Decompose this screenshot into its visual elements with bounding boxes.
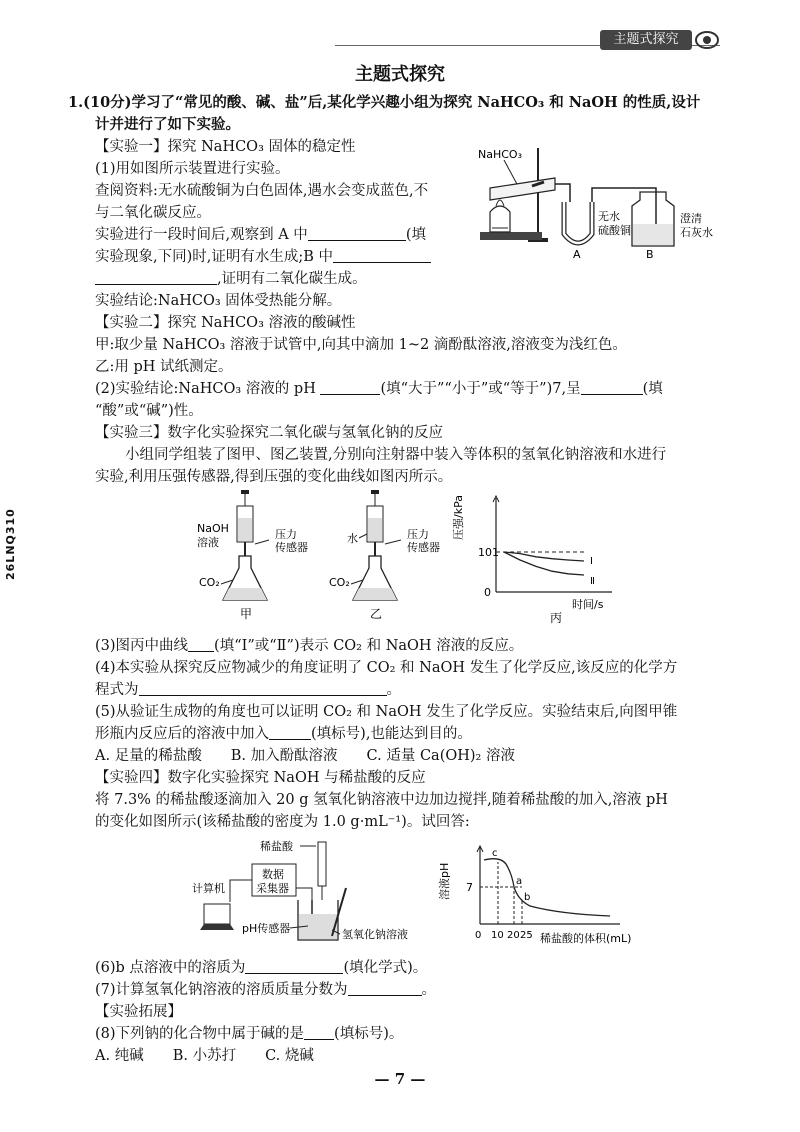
exp2-yi: 乙:用 pH 试纸测定。	[95, 359, 233, 375]
svg-text:计算机: 计算机	[192, 882, 225, 895]
fig1-nahco3-label: NaHCO₃	[478, 148, 522, 161]
exp2-q2-line-1: (2)实验结论:NaHCO₃ 溶液的 pH (填“大于”“小于”或“等于”)7,呈 (填	[95, 381, 663, 397]
exp3-q5-line-1: (5)从验证生成物的角度也可以证明 CO₂ 和 NaOH 发生了化学反应。实验结束后,向图甲锥	[95, 704, 678, 720]
point-a-label: a	[516, 876, 523, 887]
exp1-observe-line: 实验进行一段时间后,观察到 A 中 (填	[95, 227, 426, 243]
exp4-q6: (6)b 点溶液中的溶质为 (填化学式)。	[95, 960, 428, 976]
svg-text:传感器: 传感器	[275, 541, 308, 554]
exp3-intro-2: 实验,利用压强传感器,得到压强的变化曲线如图丙所示。	[95, 469, 453, 485]
exp1-heading: 【实验一】探究 NaHCO₃ 固体的稳定性	[95, 139, 356, 155]
answer-blank-acidity[interactable]	[581, 380, 643, 395]
exp3-heading: 【实验三】数字化实验探究二氧化碳与氢氧化钠的反应	[95, 425, 443, 441]
ph-xlabel: 稀盐酸的体积(mL)	[540, 932, 632, 945]
page-title: 主题式探究	[355, 64, 445, 85]
ph-ylabel: 溶液pH	[438, 862, 451, 900]
exp3-q4-line-1: (4)本实验从探究反应物减少的角度证明了 CO₂ 和 NaOH 发生了化学反应,该反应的化学方	[95, 660, 678, 676]
fig1-label-b: B	[646, 248, 654, 261]
exp2-heading: 【实验二】探究 NaHCO₃ 溶液的酸碱性	[95, 315, 356, 331]
series-II-label: Ⅱ	[590, 576, 595, 587]
svg-text:CO₂: CO₂	[329, 576, 350, 589]
exp4-intro-2: 的变化如图所示(该稀盐酸的密度为 1.0 g·mL⁻¹)。试回答:	[95, 814, 470, 830]
ph-xtick-20: 20	[507, 930, 520, 941]
svg-text:采集器: 采集器	[256, 882, 289, 895]
svg-text:水: 水	[347, 532, 358, 545]
header-tag: 主题式探究	[600, 30, 692, 50]
question-stem-line-1: 1.(10分)学习了“常见的酸、碱、盐”后,某化学兴趣小组为探究 NaHCO₃ 和 NaOH 的性质,设计	[68, 94, 701, 111]
ph-xtick-10: 10	[491, 930, 504, 941]
exp3-intro-1: 小组同学组装了图甲、图乙装置,分别向注射器中装入等体积的氢氧化钠溶液和水进行	[125, 447, 667, 463]
fig1-cuso4-label-2: 硫酸铜	[598, 224, 631, 237]
figure-syringe-flasks	[195, 488, 465, 628]
answer-blank-curve[interactable]	[188, 637, 214, 652]
ph-xtick-25: 25	[520, 930, 533, 941]
pressure-curve-I	[504, 552, 584, 561]
exp3-q3: (3)图丙中曲线 (填“Ⅰ”或“Ⅱ”)表示 CO₂ 和 NaOH 溶液的反应。	[95, 638, 524, 654]
svg-text:乙: 乙	[370, 607, 383, 621]
ph-xtick-0: 0	[475, 930, 482, 941]
svg-text:数据: 数据	[262, 868, 284, 881]
extension-heading: 【实验拓展】	[95, 1004, 182, 1020]
exp4-heading: 【实验四】数字化实验探究 NaOH 与稀盐酸的反应	[95, 770, 426, 786]
fig3-bing-label: 丙	[550, 611, 563, 625]
extension-q8: (8)下列钠的化合物中属于碱的是 (填标号)。	[95, 1026, 404, 1042]
answer-blank-ph[interactable]	[320, 380, 380, 395]
fig1-label-a: A	[573, 248, 581, 261]
figure-heating-apparatus	[470, 140, 730, 265]
fig1-lime-label-2: 石灰水	[680, 226, 713, 239]
svg-text:CO₂: CO₂	[199, 576, 220, 589]
exp4-intro-1: 将 7.3% 的稀盐酸逐滴加入 20 g 氢氧化钠溶液中边加边搅拌,随着稀盐酸的加入,溶液 pH	[95, 792, 668, 808]
answer-blank-q5[interactable]	[269, 725, 311, 740]
exp1-observe-line-3: ,证明有二氧化碳生成。	[95, 269, 367, 289]
answer-blank-b[interactable]	[333, 248, 431, 263]
exp1-step1: (1)用如图所示装置进行实验。	[95, 161, 290, 177]
exp3-q4-line-2: 程式为 。	[95, 682, 401, 698]
exp4-q7: (7)计算氢氧化钠溶液的溶质质量分数为 。	[95, 982, 437, 998]
answer-blank-q8[interactable]	[304, 1025, 334, 1040]
svg-text:甲: 甲	[240, 607, 253, 621]
pressure-ytick-0: 0	[484, 586, 491, 599]
answer-blank-equation[interactable]	[139, 681, 387, 696]
series-I-label: Ⅰ	[590, 556, 593, 567]
exp3-q5-options: A. 足量的稀盐酸 B. 加入酚酞溶液 C. 适量 Ca(OH)₂ 溶液	[95, 748, 515, 764]
exp1-reference-2: 与二氧化碳反应。	[95, 205, 211, 221]
figure-ph-apparatus	[190, 838, 430, 950]
exp1-observe-line-2: 实验现象,下同)时,证明有水生成;B 中	[95, 247, 431, 267]
pressure-ylabel: 压强/kPa	[452, 495, 465, 540]
answer-blank-b-cont[interactable]	[95, 270, 217, 285]
exp3-q5-line-2: 形瓶内反应后的溶液中加入 (填标号),也能达到目的。	[95, 726, 472, 742]
answer-blank-a[interactable]	[308, 226, 406, 241]
point-c-label: c	[492, 848, 498, 859]
side-code: 26LNQ310	[4, 508, 17, 580]
page-number: — 7 —	[374, 1070, 426, 1088]
chart-ph	[440, 842, 640, 950]
exp2-jia: 甲:取少量 NaHCO₃ 溶液于试管中,向其中滴加 1~2 滴酚酞溶液,溶液变为浅红色。	[95, 337, 627, 353]
answer-blank-fraction[interactable]	[348, 981, 422, 996]
svg-text:稀盐酸: 稀盐酸	[260, 840, 293, 853]
point-b-label: b	[524, 892, 531, 903]
flask-jia	[197, 490, 308, 621]
svg-text:氢氧化钠溶液: 氢氧化钠溶液	[342, 928, 408, 941]
exp1-conclusion: 实验结论:NaHCO₃ 固体受热能分解。	[95, 293, 342, 309]
svg-text:传感器: 传感器	[407, 541, 440, 554]
answer-blank-solute[interactable]	[245, 959, 343, 974]
exp1-reference-1: 查阅资料:无水硫酸铜为白色固体,遇水会变成蓝色,不	[95, 183, 429, 199]
flask-yi	[329, 490, 440, 621]
extension-q8-options: A. 纯碱 B. 小苏打 C. 烧碱	[95, 1048, 314, 1064]
svg-text:pH传感器: pH传感器	[242, 922, 291, 935]
question-stem-line-2: 计并进行了如下实验。	[95, 116, 240, 133]
pressure-curve-II	[504, 552, 584, 575]
pressure-xlabel: 时间/s	[572, 598, 604, 611]
exp2-q2-line-2: “酸”或“碱”)性。	[95, 403, 203, 419]
ph-ytick-7: 7	[466, 881, 473, 894]
svg-text:压力: 压力	[407, 528, 429, 541]
svg-text:压力: 压力	[275, 528, 297, 541]
fig1-lime-label-1: 澄清	[680, 212, 702, 225]
header-eye-icon	[695, 29, 719, 51]
svg-text:溶液: 溶液	[197, 536, 219, 549]
pressure-ytick-101: 101	[478, 546, 499, 559]
chart-pressure	[452, 492, 632, 624]
svg-text:NaOH: NaOH	[197, 522, 229, 535]
fig1-cuso4-label-1: 无水	[598, 210, 620, 223]
